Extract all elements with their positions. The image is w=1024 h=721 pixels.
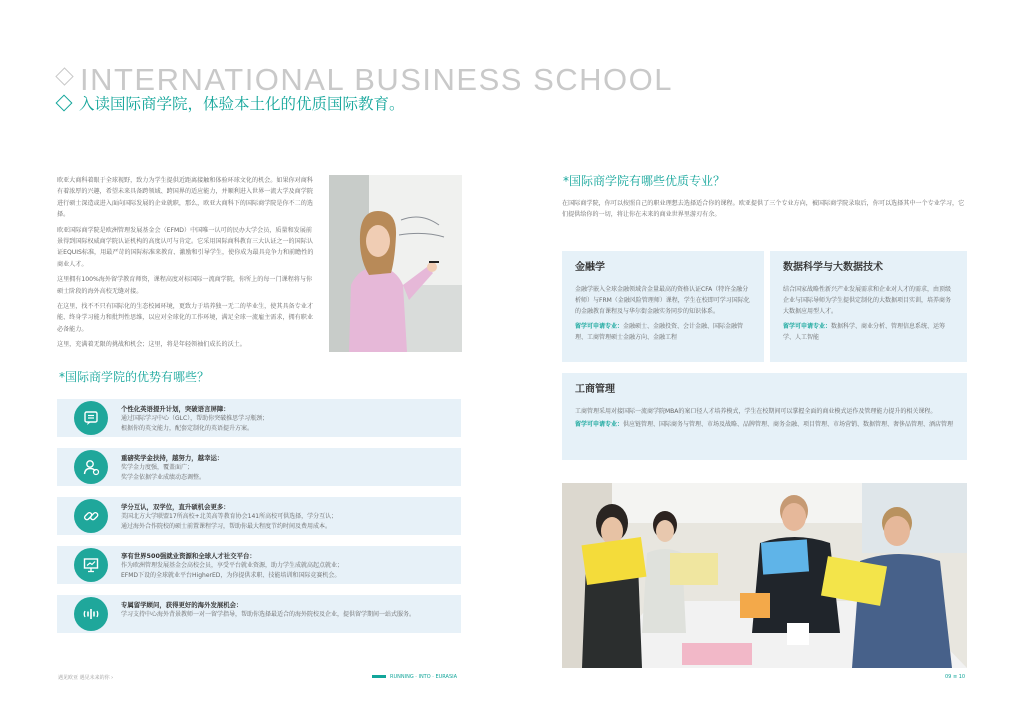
intro-paragraph: 欧亚国际商学院是欧洲管理发展基金会（EFMD）中国唯一认可的民办大学会员，质量和发展前景得到国际权威商学院认证机构的高度认可与肯定。它采用国际商科教育三大认证之一的国际认证EQUIS标准，用最严苛的国际标准来教育、激励和引导学生，使你成为最具竞争力和前瞻性的商业人才。 — [57, 226, 314, 268]
footer-bar-icon — [372, 675, 386, 678]
advantage-title: 学分互认，双学位，直升硕机会更多： — [121, 503, 230, 511]
intro-paragraph: 欧亚大商科着眼于全球视野，致力为学生提供近距离接触和体验环球文化的机会。如果你对商科有着浓厚的兴趣，希望未来具备跨领域、跨国界的适应能力，并顺利进入世界一流大学及商学院进行硕士深造或进入面向国际发展的企业就职，那么，欧亚大商科下的国际商学院是你不二的选择。 — [57, 177, 313, 219]
major-card-desc: 结合国家战略性新兴产业发展需求和企业对人才的需求，由顶级企业与国际导师为学生提供定制化的大数据项目实训，培养商务大数据应用型人才。 — [783, 286, 952, 315]
diamond-icon — [55, 68, 73, 86]
major-card-apply-label: 留学可申请专业： — [575, 421, 624, 428]
major-card-title: 金融学 — [575, 262, 605, 273]
students-photo — [562, 483, 967, 668]
student-badge-icon — [74, 450, 108, 484]
major-card-apply-label: 留学可申请专业： — [783, 323, 832, 330]
advantage-item — [57, 497, 461, 535]
advantage-desc: 根据你的英文能力，配套定制化的英语提升方案。 — [121, 425, 254, 432]
advantages-heading: *国际商学院的优势有哪些？ — [59, 370, 210, 384]
page-title-en-text: INTERNATIONAL BUSINESS SCHOOL — [80, 62, 673, 97]
advantage-desc: 美国北方大学联盟17所高校+北美高等教育协会141所高校可供选择，学分互认； — [121, 513, 338, 520]
advantage-title: 享有世界500强就业资源和全球人才社交平台： — [121, 552, 256, 560]
footer-center-text: RUNNING · INTO · EURASIA — [390, 674, 458, 680]
advantage-title: 重磅奖学金扶持，越努力，越幸运： — [121, 454, 224, 462]
page-subtitle-zh-text: 入读国际商学院，体验本土化的优质国际教育。 — [79, 95, 405, 113]
advantage-desc: 作为欧洲管理发展基金会高校会员，享受平台就业资源，助力学生成就高起点就业； — [121, 562, 344, 569]
majors-intro: 在国际商学院，你可以按照自己的职业理想去选择适合你的课程。欧亚提供了三个专业方向，被国际商学院录取后，你可以选择其中一个专业学习，它们提供给你的一切，将让你在未来的商业世界里游刃有余。 — [562, 200, 965, 218]
advantage-item — [57, 399, 461, 437]
advantage-desc: 通过海外合作院校的硕士前置课程学习，帮助你最大程度节约时间及费用成本。 — [121, 523, 332, 530]
major-card-programs: 供应链管理、国际商务与管理、市场及战略、品牌管理、商务金融、项目管理、市场营销、数据管理、奢侈品管理、酒店管理 — [623, 421, 954, 428]
intro-paragraph: 这里拥有100%海外留学教育师资，课程高度对标国际一流商学院，你所上的每一门课程将与你硕士阶段的海外高校无缝对接。 — [57, 276, 313, 295]
major-card-programs: 金融硕士、金融投资、会计金融、国际金融管理、工商管理硕士金融方向、金融工程 — [575, 323, 744, 341]
intro-paragraph: 在这里，找不不只有国际化的生态校园环境，更致力于培养独一无二的毕业生，使其具备专业才能、终身学习能力和批判性思维，以应对全球化的工作环境，满足全球一流雇主需求，拥有职业必备能力。 — [57, 303, 313, 333]
major-card-business-admin — [562, 373, 967, 460]
diamond-icon — [56, 94, 73, 111]
major-card-desc: 工商管理采用对接国际一流商学院MBA的案口径人才培养模式，学生在校期间可以掌握全面的商业模式运作及管理能力提升的相关课程。 — [575, 408, 937, 415]
major-card-programs: 数据科学、商业分析、管理信息系统、运筹学、人工智能 — [783, 323, 946, 341]
advantage-item — [57, 595, 461, 633]
advantage-desc: 奖学金力度强，覆盖面广； — [121, 464, 194, 471]
advantage-item — [57, 546, 461, 584]
advantages-list — [57, 399, 461, 644]
advantage-title: 专属留学顾问，获得更好的海外发展机会： — [121, 601, 243, 609]
page-title-en — [58, 64, 673, 96]
advantage-desc: 通过国际学习中心（GLC），帮助你突破推思学习瓶颈； — [121, 415, 269, 422]
major-card-apply-label: 留学可申请专业： — [575, 323, 624, 330]
page-subtitle-zh — [58, 94, 405, 114]
document-chat-icon — [74, 401, 108, 435]
majors-heading: *国际商学院有哪些优质专业？ — [563, 174, 726, 188]
presentation-icon — [74, 548, 108, 582]
link-icon — [74, 499, 108, 533]
advantage-item — [57, 448, 461, 486]
advantage-desc: EFMD下设的全球就业平台HigherED，为你提供求职、技能培训和国际竞赛机会。 — [121, 572, 341, 579]
major-card-finance — [562, 251, 764, 362]
major-card-data-science — [770, 251, 967, 362]
footer-page-number: 09 ≡ 10 — [945, 674, 966, 680]
major-card-desc: 金融学嵌入全球金融领域含金量最高的资格认证CFA（特许金融分析师）与FRM（金融风险管理师）课程，学生在校即可学习国际化的金融教育课程及与华尔街金融实务同步的知识体系。 — [575, 286, 750, 315]
advantage-title: 个性化英语提升计划，突破语言屏障： — [121, 405, 230, 413]
footer-center — [372, 674, 457, 680]
major-card-title: 数据科学与大数据技术 — [783, 262, 883, 273]
intro-text — [57, 175, 315, 355]
signal-icon — [74, 597, 108, 631]
advantage-desc: 奖学金依据学业成绩动态调整。 — [121, 474, 206, 481]
teacher-photo — [329, 175, 462, 352]
intro-paragraph: 这里，充满着无限的挑战和机会；这里，将是年轻领袖们成长的沃土。 — [57, 341, 246, 349]
footer-left: 遇见欧亚 遇见未来的你 › — [58, 675, 114, 681]
major-card-title: 工商管理 — [575, 384, 615, 395]
advantage-desc: 学习支持中心海外背景教师一对一留学指导，帮助你选择最适合的海外院校及企业，提供留学期间一站式服务。 — [121, 611, 416, 618]
